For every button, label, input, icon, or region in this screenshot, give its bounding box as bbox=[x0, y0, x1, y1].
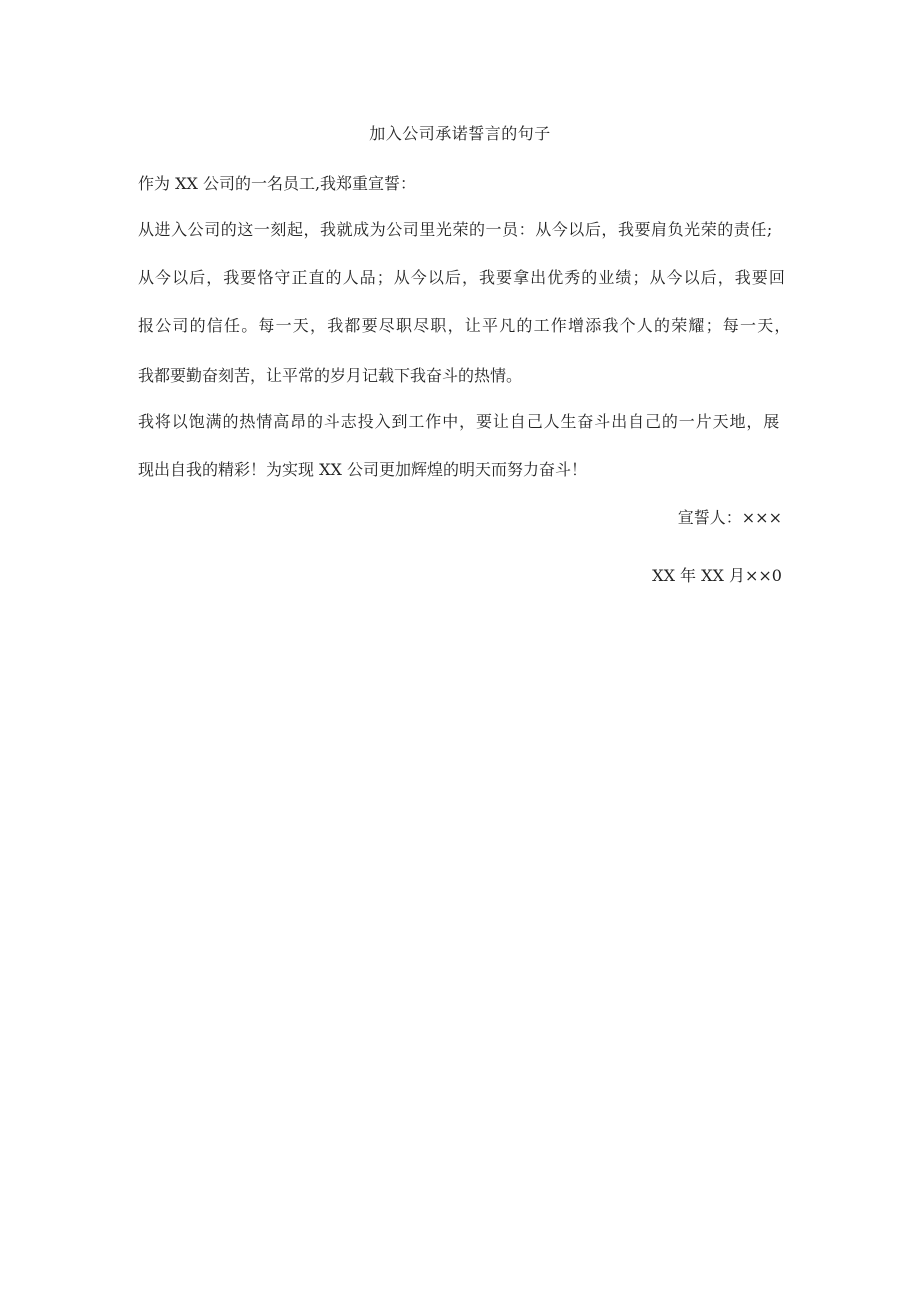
oath-body-line: 从今以后，我要恪守正直的人品；从今以后，我要拿出优秀的业绩；从今以后，我要回 bbox=[138, 268, 786, 287]
document-title: 加入公司承诺誓言的句子 bbox=[369, 124, 551, 143]
date-line: XX 年 XX 月××0 bbox=[652, 566, 782, 585]
signer-line: 宣誓人：××× bbox=[677, 508, 782, 527]
oath-body-line: 我都要勤奋刻苦，让平常的岁月记载下我奋斗的热情。 bbox=[138, 366, 523, 385]
oath-body-line: 报公司的信任。每一天，我都要尽职尽职，让平凡的工作增添我个人的荣耀；每一天， bbox=[138, 316, 792, 335]
oath-body-line: 从进入公司的这一刻起，我就成为公司里光荣的一员：从今以后，我要肩负光荣的责任; bbox=[138, 220, 773, 239]
oath-closing-line: 我将以饱满的热情高昂的斗志投入到工作中，要让自己人生奋斗出自己的一片天地，展 bbox=[138, 412, 781, 431]
oath-closing-line: 现出自我的精彩！为实现 XX 公司更加辉煌的明天而努力奋斗！ bbox=[138, 460, 587, 479]
oath-intro-line: 作为 XX 公司的一名员工,我郑重宣誓： bbox=[138, 174, 417, 193]
